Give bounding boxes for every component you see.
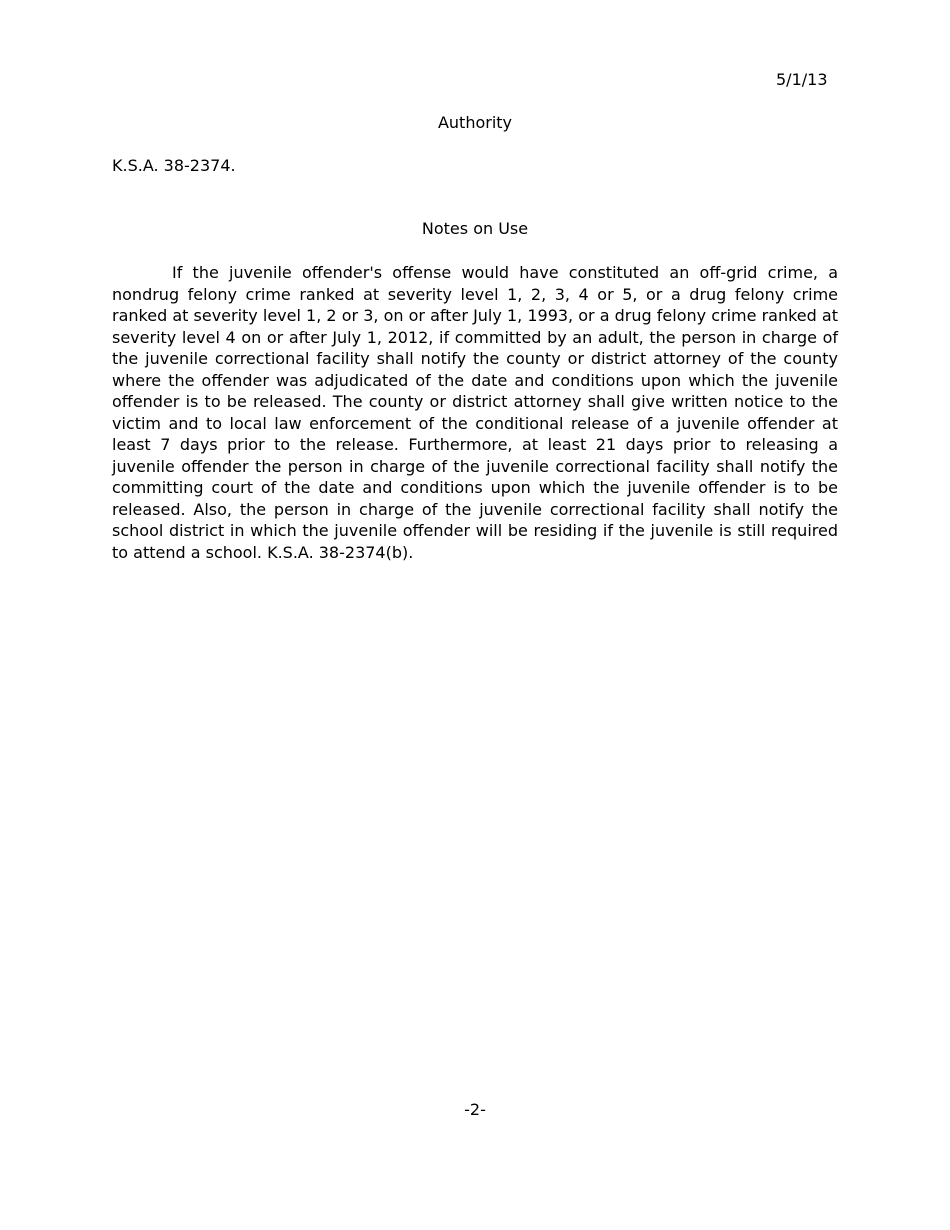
document-date: 5/1/13: [776, 70, 828, 89]
notes-on-use-heading: Notes on Use: [421, 219, 529, 238]
page-number: -2-: [464, 1100, 486, 1119]
notes-on-use-citation: K.S.A. 38-2374(b).: [267, 542, 414, 562]
notes-on-use-text: If the juvenile offender's offense would have constituted an off-grid crime, a nondrug felony crime ranked at severity level 1, 2, 3, 4 or 5, or a drug felony crime ranked at severity level 1, 2 or 3, on or after July 1, 1993, or a drug felony crime ranked at severity level 4 on or after July 1, 2012, if committed by an adult, the person in charge of the juvenile correctional facility shall notify the county or district attorney of the county where the offender was adjudicated of the date and conditions upon which the juvenile offender is to be released. The county or district attorney shall give written notice to the victim and to local law enforcement of the conditional release of a juvenile offender at least 7 days prior to the release. Furthermore, at least 21 days prior to releasing a juvenile offender the person in charge of the juvenile correctional facility shall notify the committing court of the date and conditions upon which the juvenile offender is to be released. Also, the person in charge of the juvenile correctional facility shall notify the school district in which the juvenile offender will be residing if the juvenile is still required to attend a school.: [112, 263, 838, 562]
authority-citation: K.S.A. 38-2374.: [112, 156, 236, 175]
authority-heading: Authority: [437, 113, 513, 132]
notes-on-use-paragraph: [112, 262, 838, 563]
